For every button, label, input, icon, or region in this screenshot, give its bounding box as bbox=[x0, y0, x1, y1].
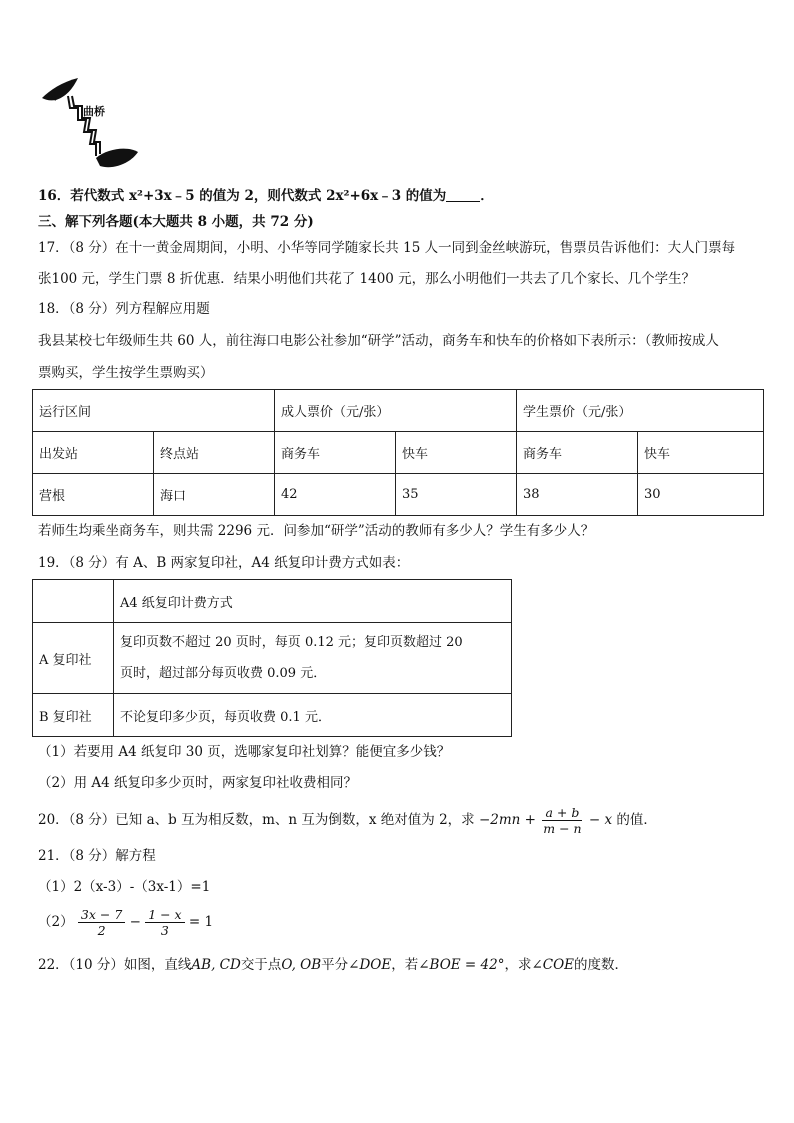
header-cell: 商务车 bbox=[517, 432, 638, 474]
q22-text-4: ，若 bbox=[391, 957, 419, 973]
q20-text: 20．（8 分）已知 a、b 互为相反数，m、n 互为倒数，x 绝对值为 2，求 bbox=[38, 812, 475, 828]
copy-price-table bbox=[32, 579, 512, 737]
header-cell: 成人票价（元/张） bbox=[275, 390, 517, 432]
fraction-numerator: a + b bbox=[542, 805, 582, 821]
header-cell: 快车 bbox=[396, 432, 517, 474]
minus-sign: − bbox=[129, 914, 141, 930]
q16-text: 16．若代数式 x²+3x﹣5 的值为 2，则代数式 2x²+6x﹣3 的值为 bbox=[38, 188, 447, 204]
header-cell: A4 纸复印计费方式 bbox=[114, 580, 512, 623]
q19-sub-1: （1）若要用 A4 纸复印 30 页，选哪家复印社划算？能便宜多少钱？ bbox=[38, 744, 451, 760]
table-row bbox=[33, 623, 512, 694]
header-cell: 运行区间 bbox=[33, 390, 275, 432]
q21-fraction-1 bbox=[78, 907, 125, 938]
table-cell: 38 bbox=[517, 474, 638, 516]
q22-text-1: 22．（10 分）如图，直线 bbox=[38, 957, 192, 973]
fare-table bbox=[32, 389, 764, 516]
q22-math-1: AB, CD bbox=[191, 957, 241, 973]
q19-sub-2: （2）用 A4 纸复印多少页时，两家复印社收费相同？ bbox=[38, 775, 358, 791]
row-label: B 复印社 bbox=[33, 694, 114, 737]
q18-line-1: 我县某校七年级师生共 60 人，前往海口电影公社参加“研学”活动，商务车和快车的价格如下表所示：（教师按成人 bbox=[38, 333, 719, 349]
q20-fraction bbox=[540, 805, 584, 836]
equals-one: = 1 bbox=[188, 914, 214, 930]
q22-math-5: ∠COE bbox=[531, 957, 575, 973]
row-label: A 复印社 bbox=[33, 623, 114, 694]
fraction-denominator: 2 bbox=[97, 923, 106, 938]
table-row bbox=[33, 580, 512, 623]
question-22 bbox=[38, 956, 628, 974]
table-cell: 海口 bbox=[154, 474, 275, 516]
fraction-denominator: m − n bbox=[543, 821, 582, 836]
q22-math-4: ∠BOE = 42° bbox=[418, 957, 505, 973]
table-row bbox=[33, 432, 764, 474]
q18-question: 若师生均乘坐商务车，则共需 2296 元．问参加“研学”活动的教师有多少人？学生有多少人？ bbox=[38, 523, 595, 539]
header-cell: 终点站 bbox=[154, 432, 275, 474]
q21-sub-1: （1）2（x-3）-（3x-1）=1 bbox=[38, 879, 211, 895]
q17-line-1: 17．（8 分）在十一黄金周期间，小明、小华等同学随家长共 15 人一同到金丝峡游玩，售票员告诉他们：大人门票每 bbox=[38, 240, 736, 256]
table-row bbox=[33, 390, 764, 432]
q21-sub-2-label: （2） bbox=[38, 914, 74, 930]
table-row bbox=[33, 474, 764, 516]
table-cell bbox=[33, 580, 114, 623]
bridge-figure bbox=[38, 70, 148, 176]
q20-end: 的值． bbox=[616, 812, 657, 828]
q21-title: 21．（8 分）解方程 bbox=[38, 848, 156, 864]
table-cell: 35 bbox=[396, 474, 517, 516]
table-cell: 不论复印多少页，每页收费 0.1 元． bbox=[114, 694, 512, 737]
table-cell: 营根 bbox=[33, 474, 154, 516]
fraction-denominator: 3 bbox=[160, 923, 169, 938]
section-3-title: 三、解下列各题(本大题共 8 小题，共 72 分) bbox=[38, 214, 314, 230]
header-cell: 快车 bbox=[638, 432, 764, 474]
bridge-illustration bbox=[38, 70, 148, 176]
q18-line-2: 票购买，学生按学生票购买） bbox=[38, 365, 214, 381]
rowA-text-1: 复印页数不超过 20 页时，每页 0.12 元；复印页数超过 20 bbox=[120, 635, 463, 650]
q22-math-2: O, OB bbox=[281, 957, 322, 973]
fraction-numerator: 3x − 7 bbox=[78, 907, 125, 923]
question-20 bbox=[38, 803, 657, 837]
table-row bbox=[33, 694, 512, 737]
q22-text-5: ，求 bbox=[504, 957, 532, 973]
q21-sub-2 bbox=[38, 905, 213, 939]
q22-text-6: 的度数． bbox=[574, 957, 629, 973]
q22-math-3: ∠DOE bbox=[348, 957, 392, 973]
header-cell: 学生票价（元/张） bbox=[517, 390, 764, 432]
fraction-numerator: 1 − x bbox=[145, 907, 184, 923]
header-cell: 商务车 bbox=[275, 432, 396, 474]
q22-text-3: 平分 bbox=[321, 957, 349, 973]
q22-text-2: 交于点 bbox=[240, 957, 282, 973]
q21-fraction-2 bbox=[145, 907, 184, 938]
table-cell: 42 bbox=[275, 474, 396, 516]
answer-blank bbox=[446, 189, 480, 202]
q20-expr-tail: − x bbox=[588, 812, 613, 828]
q19-intro: 19．（8 分）有 A、B 两家复印社，A4 纸复印计费方式如表： bbox=[38, 555, 410, 571]
table-cell bbox=[114, 623, 512, 694]
q17-line-2: 张100 元，学生门票 8 折优惠．结果小明他们共花了 1400 元，那么小明他们一共去了几个家长、几个学生？ bbox=[38, 271, 696, 287]
rowA-text-2: 页时，超过部分每页收费 0.09 元． bbox=[120, 666, 327, 681]
header-cell: 出发站 bbox=[33, 432, 154, 474]
question-16 bbox=[38, 187, 494, 205]
q16-end: ． bbox=[480, 188, 494, 204]
table-cell: 30 bbox=[638, 474, 764, 516]
q18-title: 18．（8 分）列方程解应用题 bbox=[38, 301, 210, 317]
bridge-label: 曲桥 bbox=[83, 105, 105, 118]
q20-expr-lead: −2mn + bbox=[478, 812, 536, 828]
